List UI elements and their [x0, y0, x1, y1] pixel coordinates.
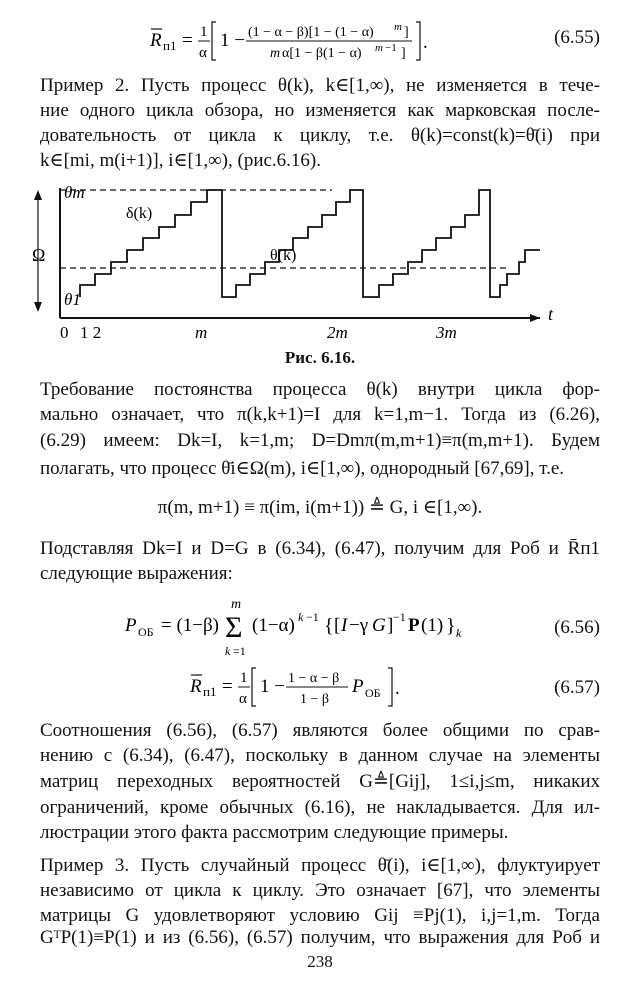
svg-text:п1: п1	[203, 684, 217, 699]
example3-line-4: GᵀP(1)≡P(1) и из (6.56), (6.57) получим, что выражения для Pоб и	[40, 927, 600, 948]
svg-text:=1: =1	[233, 644, 246, 658]
svg-text:α: α	[199, 45, 207, 61]
svg-text:−γ: −γ	[349, 615, 369, 636]
svg-text:(1 − α − β)[1 − (1 − α): (1 − α − β)[1 − (1 − α)	[248, 25, 374, 40]
svg-text:P: P	[125, 615, 137, 636]
page-number: 238	[307, 952, 333, 971]
equation-6-56-render	[125, 593, 465, 659]
svg-text:ОБ: ОБ	[365, 686, 381, 700]
substituting-line-1: Подставляя Dk=I и D=G в (6.34), (6.47), получим для Pоб и R̄п1	[40, 538, 600, 559]
svg-text:k: k	[225, 644, 231, 658]
svg-text:m: m	[270, 46, 281, 61]
svg-text:.: .	[423, 32, 428, 53]
equation-number-6-55: (6.55)	[554, 27, 600, 48]
svg-text:P: P	[408, 615, 420, 636]
example2-line-2: ние одного цикла обзора, но изменяется как марковская после-	[40, 100, 600, 121]
label-t: t	[548, 304, 554, 324]
label-omega: Ω	[32, 245, 46, 265]
svg-text:]: ]	[404, 25, 409, 40]
svg-text:ОБ: ОБ	[138, 625, 154, 639]
svg-text:=: =	[222, 676, 233, 697]
svg-text:1: 1	[240, 670, 248, 686]
svg-text:]: ]	[401, 46, 406, 61]
svg-text:= (1−β): = (1−β)	[161, 615, 220, 636]
equation-6-57	[190, 664, 420, 716]
svg-text:m: m	[375, 42, 383, 54]
relations-line-1: Соотношения (6.56), (6.57) являются более общими по срав-	[40, 720, 600, 741]
svg-text:=: =	[182, 30, 193, 51]
substituting-line-2: следующие выражения:	[40, 563, 233, 584]
svg-text:α[1 − β(1 − α): α[1 − β(1 − α)	[282, 46, 362, 61]
svg-text:α: α	[239, 691, 247, 707]
svg-text:k: k	[298, 610, 304, 624]
relations-line-3: матриц переходных вероятностей G≜[Gij], 1≤i,j≤m, никаких	[40, 771, 600, 792]
svg-text:}: }	[446, 615, 456, 637]
tick-0: 0	[60, 323, 69, 342]
omega-arrow-down-icon	[34, 302, 42, 312]
svg-text:R: R	[150, 30, 162, 51]
omega-arrow-up-icon	[34, 190, 42, 200]
equation-pi: π(m, m+1) ≡ π(im, i(m+1)) ≜ G, i ∈[1,∞).	[157, 497, 483, 518]
requirement-line-2: мально означает, что π(k,k+1)=I для k=1,m−1. Тогда из (6.26),	[40, 404, 600, 425]
svg-text:G: G	[372, 615, 386, 636]
equation-number-6-57: (6.57)	[554, 677, 600, 698]
tick-1-2: 1 2	[80, 323, 102, 342]
svg-text:п1: п1	[163, 38, 177, 53]
label-theta-1: θ1	[64, 290, 81, 309]
label-theta-k: θ(k)	[270, 247, 297, 264]
tick-2m: 2m	[327, 323, 348, 342]
relations-line-2: нению с (6.34), (6.47), поскольку в данном случае на элементы	[40, 745, 600, 766]
svg-text:Σ: Σ	[225, 611, 243, 644]
tick-3m: 3m	[436, 323, 457, 342]
svg-text:(1): (1)	[421, 615, 444, 636]
equation-6-56	[125, 593, 465, 665]
svg-text:k: k	[456, 626, 462, 640]
svg-text:{: {	[324, 615, 334, 637]
example3-line-3: матрицы G удовлетворяют условию Gij ≡Pj(1), i,j=1,m. Тогда	[40, 905, 600, 926]
figure-6-16	[20, 180, 580, 355]
example3-line-1: Пример 3. Пусть случайный процесс θ̄(i), i∈[1,∞), флуктуирует	[40, 855, 600, 876]
svg-text:R: R	[190, 676, 202, 697]
svg-text:−1: −1	[385, 42, 397, 54]
requirement-line-4: полагать, что процесс θ̄i∈Ω(m), i∈[1,∞), однородный [67,69], т.е.	[40, 458, 565, 479]
svg-text:−1: −1	[306, 610, 319, 624]
equation-number-6-56: (6.56)	[554, 617, 600, 638]
x-axis-arrow-icon	[530, 314, 540, 322]
equation-6-57-render	[190, 664, 420, 710]
svg-text:m: m	[394, 21, 402, 33]
svg-text:m: m	[231, 597, 242, 612]
svg-text:P: P	[352, 676, 364, 697]
svg-text:1 − β: 1 − β	[300, 692, 330, 707]
svg-text:.: .	[395, 678, 400, 699]
svg-text:I: I	[341, 615, 348, 636]
svg-text:(1−α): (1−α)	[252, 615, 295, 636]
example2-line-3: довательность от цикла к циклу, т.е. θ(k)=const(k)=θ̄(i) при	[40, 125, 600, 146]
svg-text:1 −: 1 −	[260, 676, 285, 697]
equation-6-55-render	[150, 18, 460, 62]
svg-text:]: ]	[387, 615, 394, 636]
relations-line-4: ограничений, кроме обычных (6.16), не накладывается. Для ил-	[40, 797, 600, 818]
example3-line-2: независимо от цикла к циклу. Это означает [67], что элементы	[40, 880, 600, 901]
example2-line-4: k∈[mi, m(i+1)], i∈[1,∞), (рис.6.16).	[40, 150, 322, 171]
example2-line-1: Пример 2. Пусть процесс θ(k), k∈[1,∞), не изменяется в тече-	[40, 75, 600, 96]
tick-m: m	[195, 323, 208, 342]
relations-line-5: люстрации этого факта рассмотрим следующие примеры.	[40, 822, 509, 843]
requirement-line-3: (6.29) имеем: Dk=I, k=1,m; D=Dmπ(m,m+1)≡π(m,m+1). Будем	[40, 430, 600, 451]
svg-text:1 −: 1 −	[220, 30, 245, 51]
requirement-line-1: Требование постоянства процесса θ(k) внутри цикла фор-	[40, 379, 600, 400]
svg-text:1: 1	[200, 24, 208, 40]
label-delta-k: δ(k)	[126, 205, 153, 222]
label-theta-m: θm	[64, 183, 85, 202]
svg-text:[: [	[334, 615, 341, 636]
svg-text:1 − α − β: 1 − α − β	[288, 671, 340, 686]
figure-caption: Рис. 6.16.	[284, 348, 356, 367]
equation-6-55	[150, 18, 460, 68]
svg-text:−1: −1	[393, 610, 406, 624]
